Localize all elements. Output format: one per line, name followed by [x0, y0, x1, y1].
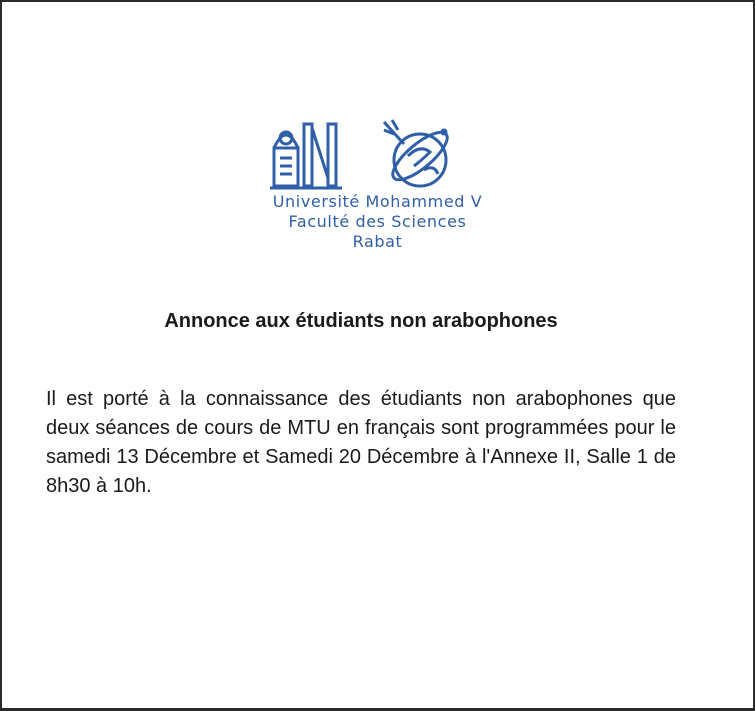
- university-arch-icon: [270, 118, 346, 194]
- logo-faculty-name: Faculté des Sciences: [288, 212, 467, 231]
- faculty-atom-emblem-icon: [378, 116, 458, 196]
- logo-university-name: Université Mohammed V: [272, 192, 483, 211]
- announcement-body: Il est porté à la connaissance des étudiants non arabophones que deux séances de cours de MTU en français sont programmées pour le samedi 13 Décembre et Samedi 20 Décembre à l'Annexe II, Salle 1 de 8h30 à 10h.: [46, 388, 676, 497]
- logo-block: [2, 112, 753, 257]
- logo-city-name: Rabat: [352, 232, 403, 251]
- announcement-heading: Annonce aux étudiants non arabophones: [164, 310, 558, 332]
